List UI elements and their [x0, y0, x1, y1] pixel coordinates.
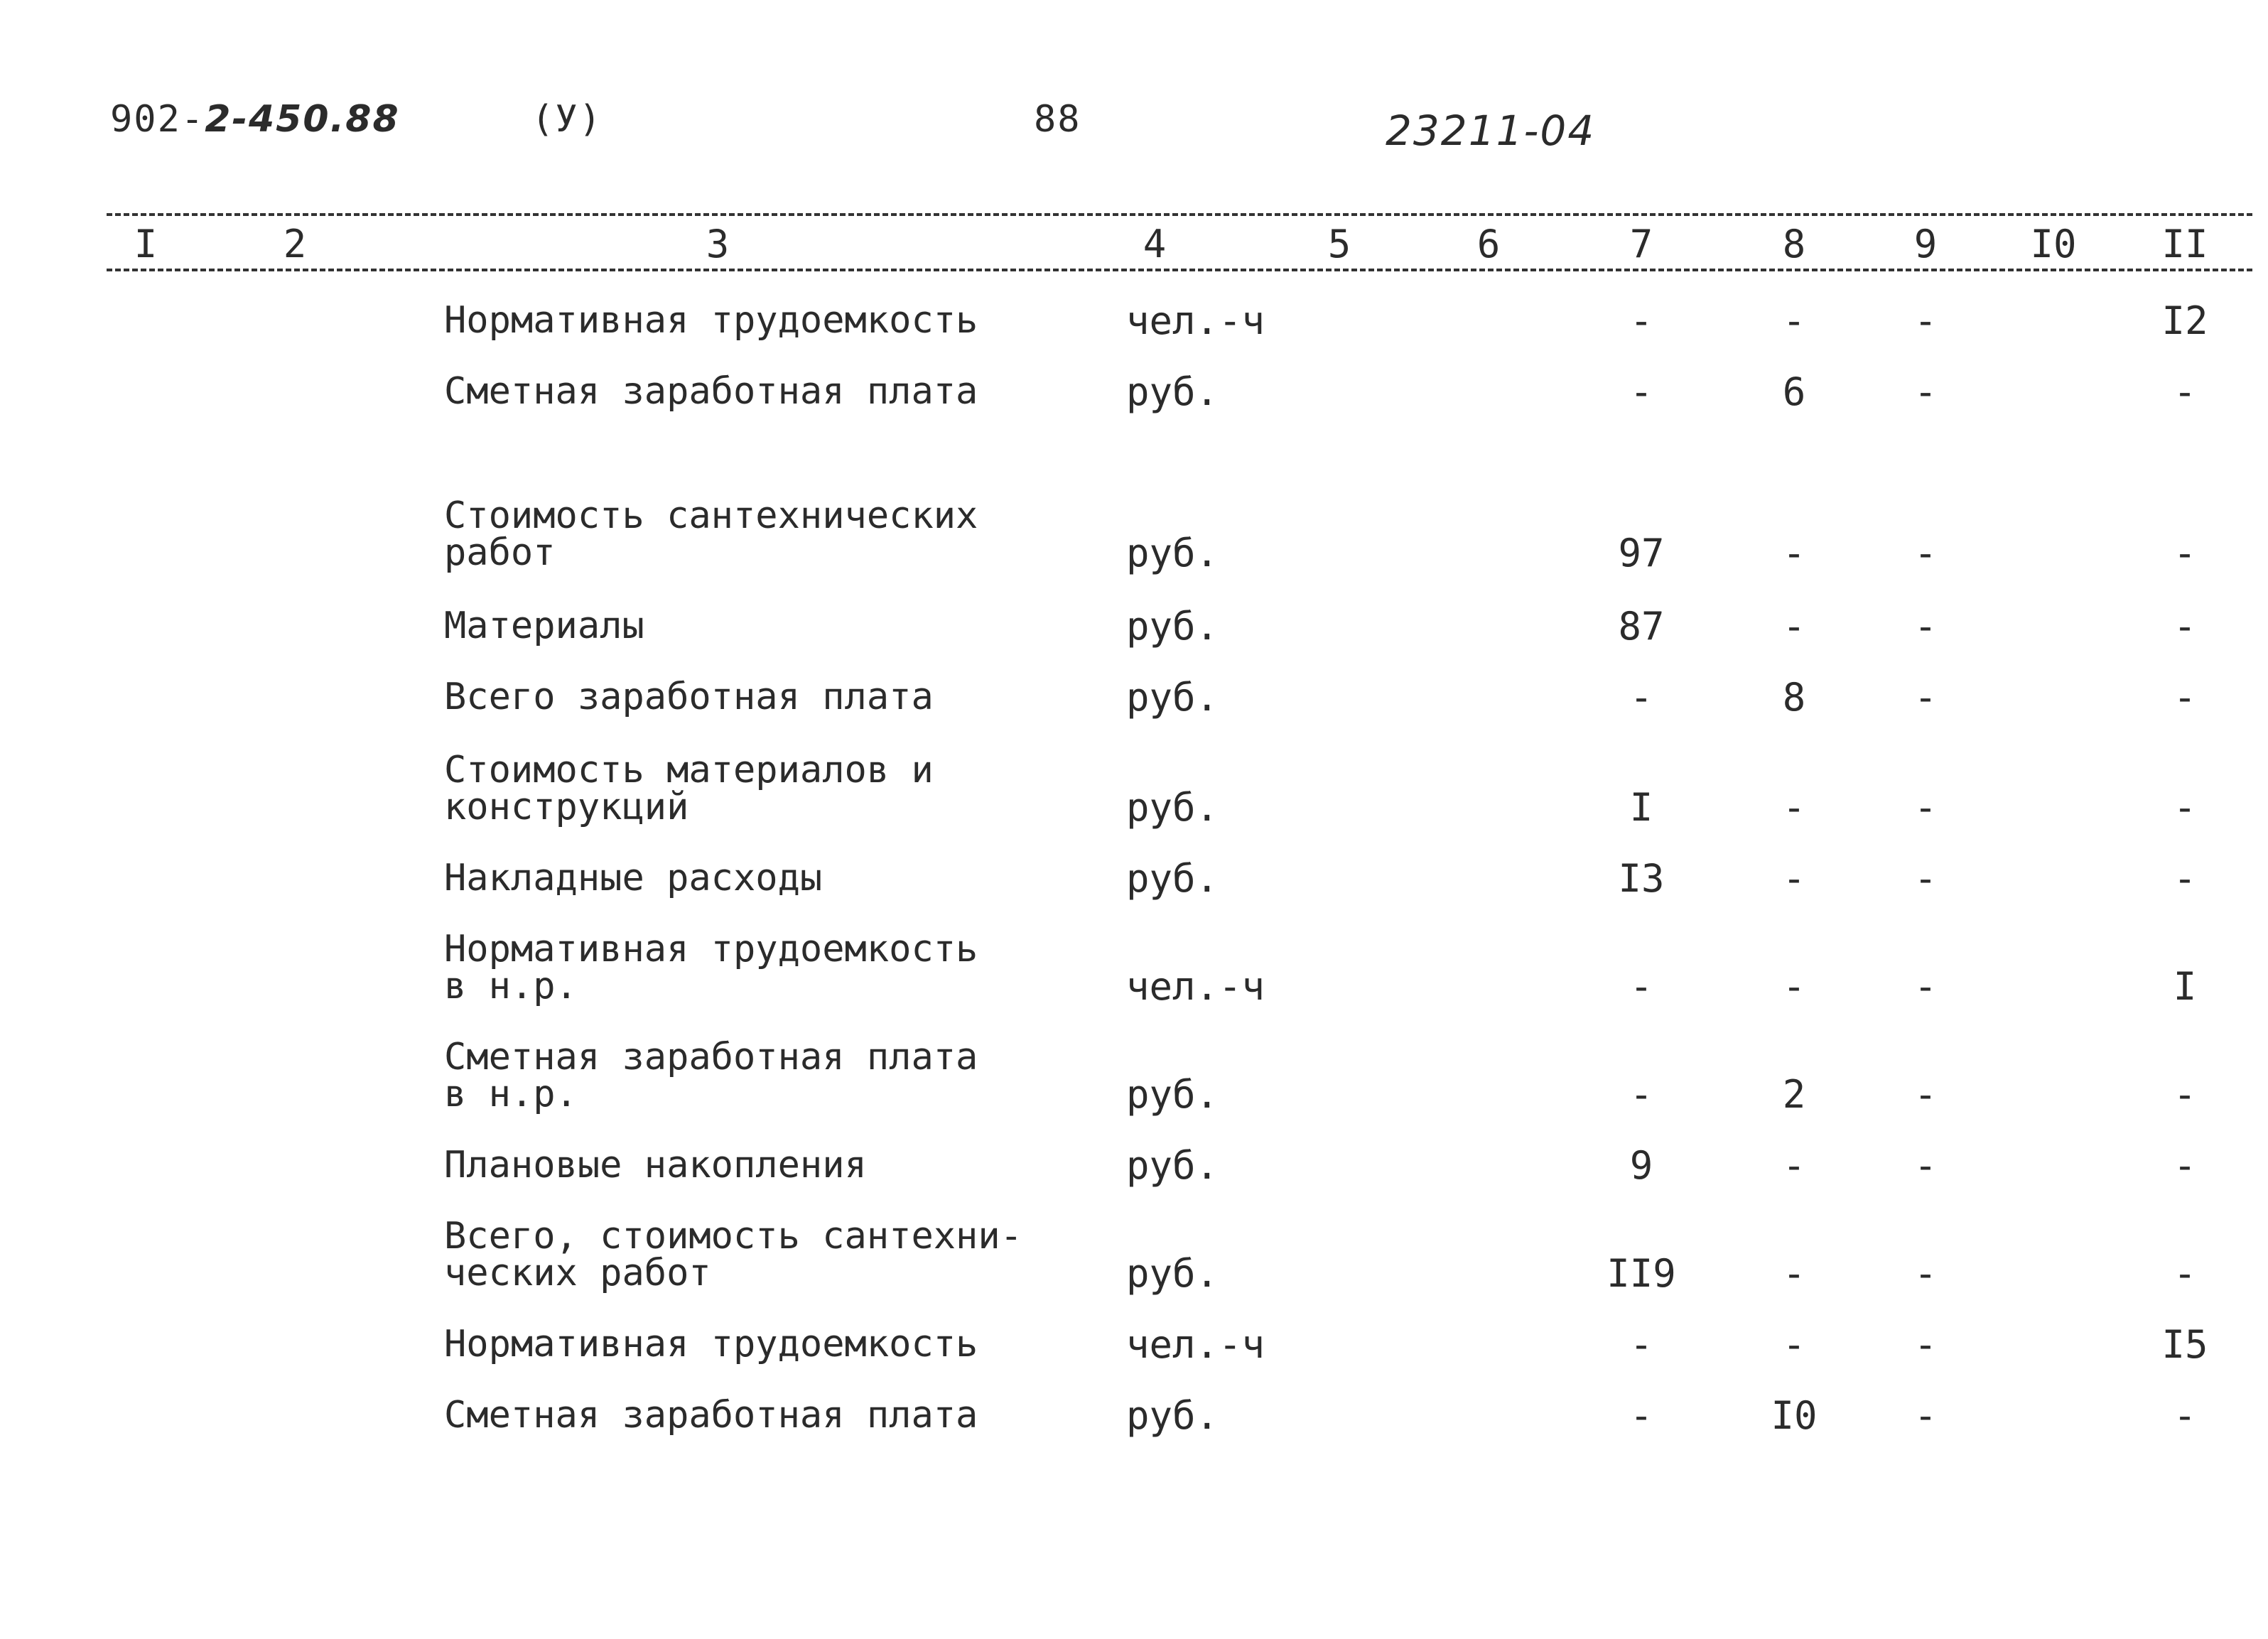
row-label: Стоимость сантехнических работ [444, 494, 978, 574]
row-label: Сметная заработная плата в н.р. [444, 1036, 978, 1115]
table-header-bottom-rule [107, 269, 2252, 271]
row-value-col11: - [2173, 675, 2197, 720]
column-number: I0 [2030, 222, 2077, 266]
row-unit: руб. [1126, 1143, 1219, 1188]
document-code [110, 98, 400, 141]
row-value-col7: - [1629, 369, 1653, 414]
row-value-col9: - [1913, 1251, 1938, 1296]
row-value-col8: - [1782, 856, 1806, 901]
column-number: 8 [1782, 222, 1806, 266]
row-value-col9: - [1913, 964, 1938, 1009]
row-label: Сметная заработная плата [444, 1394, 978, 1437]
row-value-col8: I0 [1771, 1393, 1818, 1438]
row-unit: руб. [1126, 856, 1219, 901]
document-reference: 23211-04 [1386, 107, 1596, 155]
column-number: II [2161, 222, 2208, 266]
row-value-col9: - [1913, 1143, 1938, 1188]
row-value-col11: - [2173, 1251, 2197, 1296]
row-value-col9: - [1913, 604, 1938, 649]
row-value-col11: - [2173, 531, 2197, 575]
row-value-col9: - [1913, 531, 1938, 575]
row-unit: руб. [1126, 604, 1219, 649]
row-label: Нормативная трудоемкость [444, 1323, 978, 1365]
row-value-col8: - [1782, 531, 1806, 575]
row-value-col9: - [1913, 298, 1938, 343]
row-value-col11: - [2173, 785, 2197, 830]
document-mark: (У) [531, 98, 603, 141]
table-header-top-rule [107, 213, 2252, 216]
row-value-col9: - [1913, 1393, 1938, 1438]
column-number: 2 [283, 222, 307, 266]
document-code-handwritten: 2-450.88 [205, 98, 400, 141]
row-value-col7: I [1629, 785, 1653, 830]
row-value-col11: - [2173, 604, 2197, 649]
row-value-col11: - [2173, 856, 2197, 901]
row-value-col9: - [1913, 1072, 1938, 1117]
row-value-col9: - [1913, 675, 1938, 720]
column-number: I [134, 222, 158, 266]
page-number: 88 [1034, 98, 1081, 141]
column-number: 7 [1629, 222, 1653, 266]
row-value-col8: - [1782, 1251, 1806, 1296]
column-number: 6 [1476, 222, 1501, 266]
row-value-col8: - [1782, 1143, 1806, 1188]
row-value-col8: 2 [1782, 1072, 1806, 1117]
row-value-col7: - [1629, 964, 1653, 1009]
row-value-col7: II9 [1606, 1251, 1676, 1296]
row-value-col11: - [2173, 369, 2197, 414]
row-unit: руб. [1126, 785, 1219, 830]
row-value-col9: - [1913, 1322, 1938, 1367]
row-unit: чел.-ч [1126, 1322, 1265, 1367]
row-label: Накладные расходы [444, 857, 823, 899]
row-value-col7: - [1629, 1322, 1653, 1367]
row-value-col8: 8 [1782, 675, 1806, 720]
row-value-col7: - [1629, 298, 1653, 343]
row-value-col11: I [2173, 964, 2197, 1009]
row-unit: руб. [1126, 675, 1219, 720]
row-value-col8: - [1782, 604, 1806, 649]
row-unit: чел.-ч [1126, 298, 1265, 343]
row-label: Всего заработная плата [444, 676, 934, 718]
row-unit: руб. [1126, 531, 1219, 575]
row-value-col9: - [1913, 369, 1938, 414]
row-value-col8: - [1782, 1322, 1806, 1367]
row-unit: руб. [1126, 1072, 1219, 1117]
document-code-prefix: 902- [110, 98, 205, 141]
row-value-col11: - [2173, 1393, 2197, 1438]
row-value-col7: - [1629, 1072, 1653, 1117]
row-value-col7: 9 [1629, 1143, 1653, 1188]
row-value-col7: - [1629, 675, 1653, 720]
row-label: Всего, стоимость сантехни- ческих работ [444, 1215, 1022, 1294]
row-unit: чел.-ч [1126, 964, 1265, 1009]
column-number: 5 [1327, 222, 1351, 266]
row-value-col8: - [1782, 298, 1806, 343]
row-value-col8: 6 [1782, 369, 1806, 414]
row-value-col7: 97 [1618, 531, 1665, 575]
row-label: Плановые накопления [444, 1144, 867, 1186]
row-value-col8: - [1782, 964, 1806, 1009]
row-value-col9: - [1913, 856, 1938, 901]
row-label: Сметная заработная плата [444, 370, 978, 413]
row-value-col11: I2 [2161, 298, 2208, 343]
row-value-col7: - [1629, 1393, 1653, 1438]
row-label: Нормативная трудоемкость в н.р. [444, 928, 978, 1007]
row-label: Нормативная трудоемкость [444, 299, 978, 342]
row-value-col7: 87 [1618, 604, 1665, 649]
column-number: 4 [1143, 222, 1167, 266]
row-unit: руб. [1126, 369, 1219, 414]
row-label: Материалы [444, 605, 644, 647]
row-unit: руб. [1126, 1251, 1219, 1296]
row-value-col11: - [2173, 1143, 2197, 1188]
row-value-col11: I5 [2161, 1322, 2208, 1367]
row-value-col8: - [1782, 785, 1806, 830]
row-label: Стоимость материалов и конструкций [444, 749, 934, 828]
row-value-col11: - [2173, 1072, 2197, 1117]
row-unit: руб. [1126, 1393, 1219, 1438]
row-value-col7: I3 [1618, 856, 1665, 901]
column-number: 9 [1913, 222, 1938, 266]
row-value-col9: - [1913, 785, 1938, 830]
column-number: 3 [706, 222, 730, 266]
